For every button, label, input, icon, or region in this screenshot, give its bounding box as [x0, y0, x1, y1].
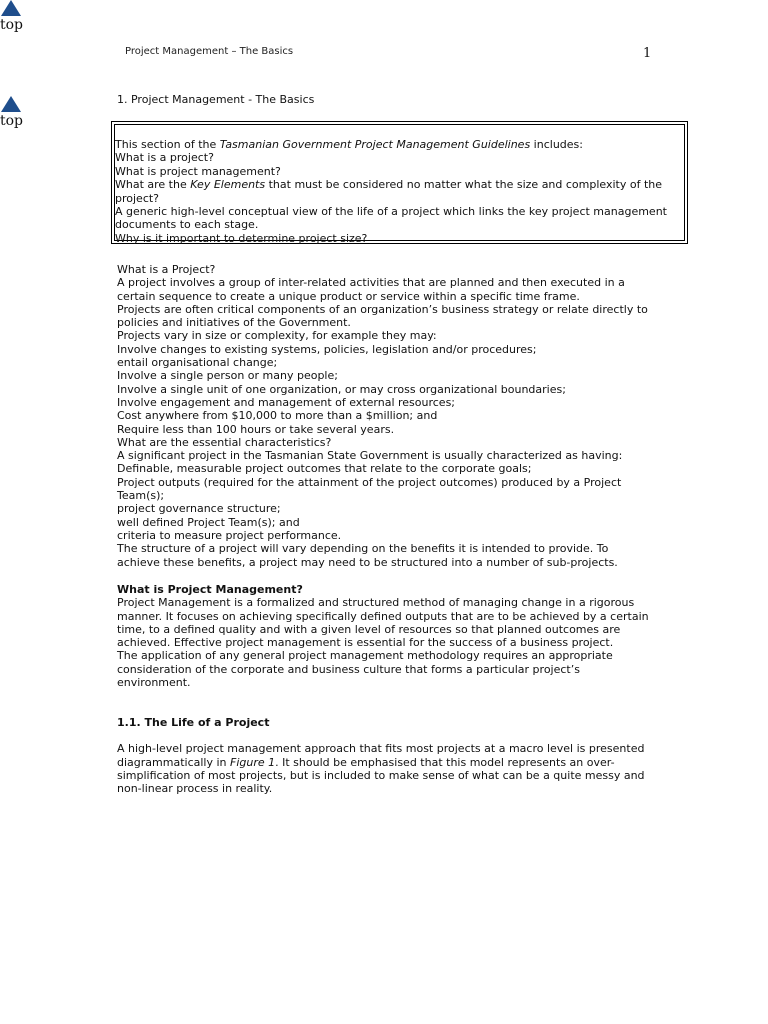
- paragraph-line: non-linear process in reality.: [117, 782, 273, 796]
- paragraph-line: achieve these benefits, a project may need to be structured into a number of sub-projects.: [117, 555, 618, 569]
- paragraph-line: Projects vary in size or complexity, for example they may:: [117, 329, 437, 343]
- summary-item: A generic high-level conceptual view of the life of a project which links the key project management: [115, 205, 667, 219]
- paragraph-line: project governance structure;: [117, 502, 281, 516]
- paragraph-line: Involve a single person or many people;: [117, 369, 338, 383]
- summary-intro: This section of the Tasmanian Government Project Management Guidelines includes:: [115, 138, 583, 151]
- spacer: [117, 729, 677, 742]
- running-header: Project Management – The Basics: [125, 46, 294, 57]
- summary-item: What is a project?: [115, 151, 214, 165]
- paragraph-line: A significant project in the Tasmanian State Government is usually characterized as having:: [117, 449, 623, 463]
- paragraph-line: Cost anywhere from $10,000 to more than a $million; and: [117, 409, 438, 423]
- paragraph-line: entail organisational change;: [117, 356, 278, 370]
- section-heading: 1.1. The Life of a Project: [117, 716, 270, 729]
- paragraph-line: A project involves a group of inter-related activities that are planned and then executed in a: [117, 276, 625, 290]
- page-number: 1: [643, 46, 652, 61]
- paragraph-line: manner. It focuses on achieving specifically defined outputs that are to be achieved by a certain: [117, 609, 649, 623]
- summary-content: [114, 124, 685, 245]
- paragraph-line: Definable, measurable project outcomes that relate to the corporate goals;: [117, 462, 532, 476]
- what-is-pm-section: [117, 583, 677, 689]
- summary-box: [111, 121, 688, 244]
- paragraph-line: policies and initiatives of the Government.: [117, 316, 351, 330]
- paragraph-line: What are the essential characteristics?: [117, 435, 332, 449]
- paragraph-line: What is a Project?: [117, 263, 216, 276]
- paragraph-line: achieved. Effective project management is essential for the success of a business project.: [117, 636, 614, 650]
- section-title: 1. Project Management - The Basics: [117, 93, 315, 106]
- top-link[interactable]: [0, 0, 22, 32]
- paragraph-line: diagrammatically in Figure 1. It should be emphasised that this model represents an over-: [117, 755, 615, 769]
- section-heading: What is Project Management?: [117, 583, 303, 596]
- summary-item-continued: documents to each stage.: [115, 218, 259, 232]
- paragraph-line: Projects are often critical components of an organization’s business strategy or relate directly to: [117, 302, 648, 316]
- paragraph-line: consideration of the corporate and business culture that forms a particular project’s: [117, 662, 580, 676]
- paragraph-line: A high-level project management approach that fits most projects at a macro level is presented: [117, 742, 645, 756]
- arrow-up-icon: [1, 0, 21, 16]
- paragraph-line: Involve a single unit of one organization, or may cross organizational boundaries;: [117, 382, 566, 396]
- summary-item: Why is it important to determine project size?: [115, 231, 368, 245]
- top-link[interactable]: [0, 96, 22, 128]
- paragraph-line: Require less than 100 hours or take several years.: [117, 422, 395, 436]
- what-is-project-section: [117, 263, 677, 569]
- paragraph-line: Project Management is a formalized and structured method of managing change in a rigorous: [117, 596, 635, 610]
- paragraph-line: Team(s);: [117, 489, 165, 503]
- paragraph-line: criteria to measure project performance.: [117, 528, 342, 542]
- life-of-project-section: [117, 716, 677, 795]
- figure-reference: Figure 1: [230, 755, 276, 769]
- paragraph-line: environment.: [117, 676, 191, 690]
- paragraph-line: certain sequence to create a unique product or service within a specific time frame.: [117, 289, 580, 303]
- paragraph-line: The application of any general project management methodology requires an appropriate: [117, 649, 613, 663]
- paragraph-line: Project outputs (required for the attainment of the project outcomes) produced by a Project: [117, 475, 622, 489]
- top-link-label: top: [0, 113, 24, 129]
- paragraph-line: Involve changes to existing systems, policies, legislation and/or procedures;: [117, 342, 537, 356]
- summary-item: What is project management?: [115, 164, 281, 178]
- paragraph-line: The structure of a project will vary depending on the benefits it is intended to provide. To: [117, 542, 609, 556]
- arrow-up-icon: [1, 96, 21, 112]
- paragraph-line: well defined Project Team(s); and: [117, 515, 300, 529]
- paragraph-line: Involve engagement and management of external resources;: [117, 395, 456, 409]
- paragraph-line: simplification of most projects, but is included to make sense of what can be a quite messy and: [117, 768, 645, 782]
- top-link-label: top: [0, 17, 24, 33]
- paragraph-line: time, to a defined quality and with a given level of resources so that planned outcomes are: [117, 622, 621, 636]
- summary-item: What are the Key Elements that must be considered no matter what the size and complexity of the: [115, 178, 663, 192]
- summary-item-continued: project?: [115, 191, 160, 205]
